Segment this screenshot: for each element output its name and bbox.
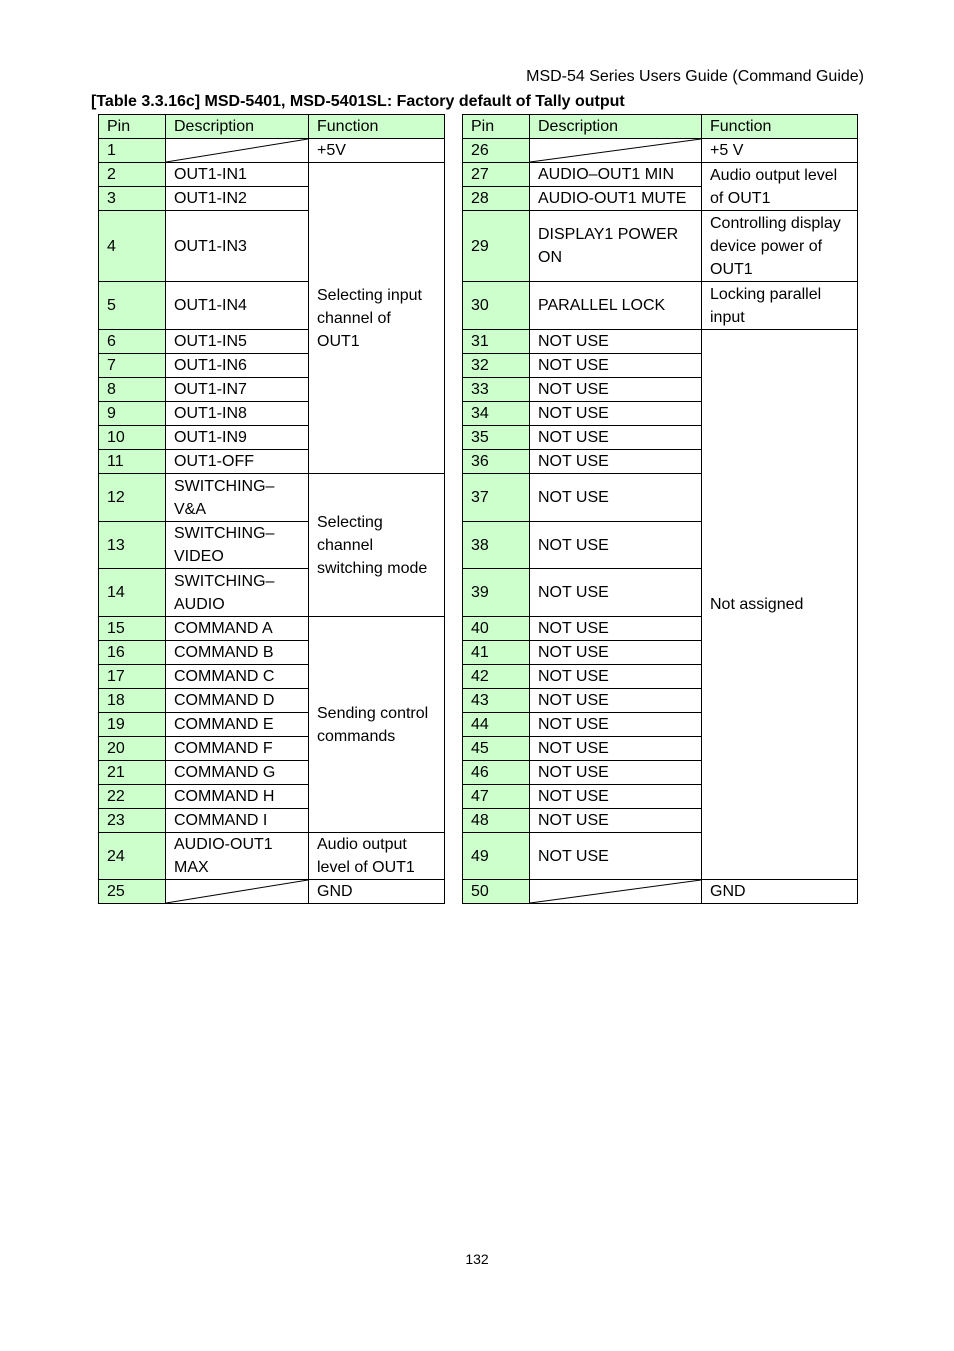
description-cell: NOT USE xyxy=(530,737,702,761)
description-cell: AUDIO–OUT1 MIN xyxy=(530,163,702,187)
table-caption: [Table 3.3.16c] MSD-5401, MSD-5401SL: Factory default of Tally output xyxy=(91,93,625,110)
empty-description-cell xyxy=(530,880,702,904)
description-cell: NOT USE xyxy=(530,761,702,785)
pin-number: 44 xyxy=(463,713,530,737)
description-cell: COMMAND I xyxy=(166,809,309,833)
description-cell: COMMAND D xyxy=(166,689,309,713)
pin-number: 24 xyxy=(99,833,166,880)
description-cell: COMMAND C xyxy=(166,665,309,689)
description-cell: COMMAND A xyxy=(166,617,309,641)
pin-number: 41 xyxy=(463,641,530,665)
pin-column-header: Pin xyxy=(463,115,530,139)
description-cell: NOT USE xyxy=(530,354,702,378)
description-cell: COMMAND F xyxy=(166,737,309,761)
pin-number: 3 xyxy=(99,187,166,211)
pin-number: 16 xyxy=(99,641,166,665)
description-cell: NOT USE xyxy=(530,689,702,713)
pin-number: 7 xyxy=(99,354,166,378)
description-cell: AUDIO-OUT1 MAX xyxy=(166,833,309,880)
pin-number: 1 xyxy=(99,139,166,163)
description-cell: DISPLAY1 POWER ON xyxy=(530,211,702,282)
description-cell: OUT1-IN4 xyxy=(166,282,309,330)
description-cell: NOT USE xyxy=(530,833,702,880)
pin-number: 11 xyxy=(99,450,166,474)
description-cell: SWITCHING–AUDIO xyxy=(166,569,309,617)
pin-number: 9 xyxy=(99,402,166,426)
function-cell: Selecting channel switching mode xyxy=(309,474,445,617)
pin-number: 22 xyxy=(99,785,166,809)
description-column-header: Description xyxy=(166,115,309,139)
pin-number: 15 xyxy=(99,617,166,641)
table-row xyxy=(99,474,445,522)
pin-number: 35 xyxy=(463,426,530,450)
pin-number: 45 xyxy=(463,737,530,761)
description-cell: NOT USE xyxy=(530,330,702,354)
pin-number: 33 xyxy=(463,378,530,402)
pin-number: 34 xyxy=(463,402,530,426)
description-cell: NOT USE xyxy=(530,378,702,402)
function-cell: +5 V xyxy=(702,139,858,163)
pin-number: 37 xyxy=(463,474,530,522)
description-cell: NOT USE xyxy=(530,402,702,426)
pin-number: 18 xyxy=(99,689,166,713)
description-cell: NOT USE xyxy=(530,713,702,737)
description-cell: COMMAND E xyxy=(166,713,309,737)
description-cell: SWITCHING–VIDEO xyxy=(166,522,309,569)
description-cell: OUT1-IN6 xyxy=(166,354,309,378)
description-cell: OUT1-IN5 xyxy=(166,330,309,354)
description-cell: OUT1-IN2 xyxy=(166,187,309,211)
description-cell: NOT USE xyxy=(530,569,702,617)
pin-number: 43 xyxy=(463,689,530,713)
pin-number: 27 xyxy=(463,163,530,187)
pin-number: 23 xyxy=(99,809,166,833)
description-cell: COMMAND B xyxy=(166,641,309,665)
pin-number: 28 xyxy=(463,187,530,211)
pin-number: 50 xyxy=(463,880,530,904)
function-cell: Not assigned xyxy=(702,330,858,880)
description-cell: SWITCHING–V&A xyxy=(166,474,309,522)
pin-number: 6 xyxy=(99,330,166,354)
pin-number: 40 xyxy=(463,617,530,641)
pin-column-header: Pin xyxy=(99,115,166,139)
left-pin-table xyxy=(98,114,445,904)
description-cell: NOT USE xyxy=(530,665,702,689)
pin-number: 31 xyxy=(463,330,530,354)
document-header: MSD-54 Series Users Guide (Command Guide) xyxy=(526,68,864,85)
description-cell: NOT USE xyxy=(530,522,702,569)
description-cell: OUT1-IN3 xyxy=(166,211,309,282)
pin-number: 42 xyxy=(463,665,530,689)
pin-number: 26 xyxy=(463,139,530,163)
pin-number: 36 xyxy=(463,450,530,474)
pin-number: 20 xyxy=(99,737,166,761)
table-row xyxy=(463,211,858,282)
function-cell: GND xyxy=(702,880,858,904)
function-cell: Locking parallel input xyxy=(702,282,858,330)
pin-number: 46 xyxy=(463,761,530,785)
table-row xyxy=(99,833,445,880)
function-cell: Audio output level of OUT1 xyxy=(702,163,858,211)
pin-number: 25 xyxy=(99,880,166,904)
function-cell: Selecting input channel of OUT1 xyxy=(309,163,445,474)
pin-number: 4 xyxy=(99,211,166,282)
pin-number: 13 xyxy=(99,522,166,569)
function-cell: Sending control commands xyxy=(309,617,445,833)
pin-number: 5 xyxy=(99,282,166,330)
pin-number: 32 xyxy=(463,354,530,378)
description-cell: OUT1-OFF xyxy=(166,450,309,474)
pin-number: 39 xyxy=(463,569,530,617)
pin-number: 29 xyxy=(463,211,530,282)
empty-description-cell xyxy=(166,880,309,904)
table-row xyxy=(463,330,858,354)
description-cell: COMMAND H xyxy=(166,785,309,809)
table-header-row xyxy=(463,115,858,139)
function-cell: Audio output level of OUT1 xyxy=(309,833,445,880)
page-number: 132 xyxy=(465,1251,489,1267)
description-cell: PARALLEL LOCK xyxy=(530,282,702,330)
description-cell: NOT USE xyxy=(530,809,702,833)
pin-number: 47 xyxy=(463,785,530,809)
pin-number: 48 xyxy=(463,809,530,833)
table-row xyxy=(99,617,445,641)
pin-number: 10 xyxy=(99,426,166,450)
table-header-row xyxy=(99,115,445,139)
empty-description-cell xyxy=(530,139,702,163)
pin-number: 38 xyxy=(463,522,530,569)
table-row xyxy=(99,163,445,187)
function-cell: +5V xyxy=(309,139,445,163)
table-row xyxy=(463,163,858,187)
pin-number: 21 xyxy=(99,761,166,785)
description-cell: AUDIO-OUT1 MUTE xyxy=(530,187,702,211)
description-cell: OUT1-IN1 xyxy=(166,163,309,187)
pin-number: 49 xyxy=(463,833,530,880)
description-cell: NOT USE xyxy=(530,474,702,522)
table-row xyxy=(99,139,445,163)
pin-number: 19 xyxy=(99,713,166,737)
description-cell: OUT1-IN8 xyxy=(166,402,309,426)
description-cell: NOT USE xyxy=(530,641,702,665)
table-row xyxy=(463,139,858,163)
pin-number: 8 xyxy=(99,378,166,402)
description-cell: NOT USE xyxy=(530,426,702,450)
pin-number: 30 xyxy=(463,282,530,330)
function-column-header: Function xyxy=(309,115,445,139)
table-row xyxy=(463,880,858,904)
function-cell: Controlling display device power of OUT1 xyxy=(702,211,858,282)
description-cell: NOT USE xyxy=(530,450,702,474)
pin-number: 17 xyxy=(99,665,166,689)
table-row xyxy=(463,282,858,330)
description-column-header: Description xyxy=(530,115,702,139)
description-cell: COMMAND G xyxy=(166,761,309,785)
right-pin-table xyxy=(462,114,858,904)
function-cell: GND xyxy=(309,880,445,904)
pin-number: 2 xyxy=(99,163,166,187)
empty-description-cell xyxy=(166,139,309,163)
table-row xyxy=(99,880,445,904)
description-cell: NOT USE xyxy=(530,617,702,641)
function-column-header: Function xyxy=(702,115,858,139)
pin-number: 14 xyxy=(99,569,166,617)
pin-number: 12 xyxy=(99,474,166,522)
description-cell: OUT1-IN7 xyxy=(166,378,309,402)
description-cell: NOT USE xyxy=(530,785,702,809)
description-cell: OUT1-IN9 xyxy=(166,426,309,450)
